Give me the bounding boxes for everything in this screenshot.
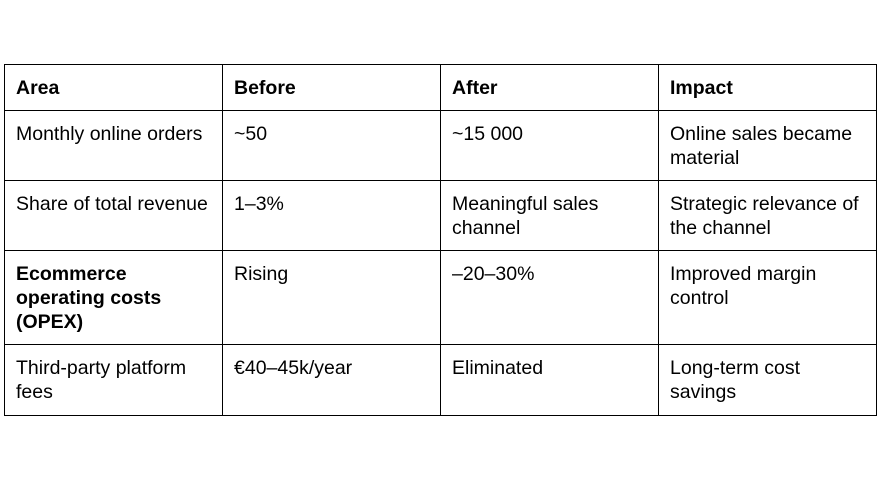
cell-before: ~50 — [223, 111, 441, 181]
header-impact: Impact — [659, 65, 877, 111]
cell-area: Monthly online orders — [5, 111, 223, 181]
table-row — [5, 251, 877, 345]
table-header-row — [5, 65, 877, 111]
header-before: Before — [223, 65, 441, 111]
header-area: Area — [5, 65, 223, 111]
cell-impact: Improved margin control — [659, 251, 877, 345]
header-after: After — [441, 65, 659, 111]
cell-after: Eliminated — [441, 345, 659, 416]
cell-after: Meaningful sales channel — [441, 181, 659, 251]
table-row — [5, 111, 877, 181]
cell-impact: Online sales became material — [659, 111, 877, 181]
cell-impact: Strategic relevance of the channel — [659, 181, 877, 251]
table-row — [5, 345, 877, 416]
cell-impact: Long-term cost savings — [659, 345, 877, 416]
cell-area: Ecommerce operating costs (OPEX) — [5, 251, 223, 345]
cell-area: Share of total revenue — [5, 181, 223, 251]
cell-before: €40–45k/year — [223, 345, 441, 416]
cell-area: Third-party platform fees — [5, 345, 223, 416]
cell-before: 1–3% — [223, 181, 441, 251]
cell-after: –20–30% — [441, 251, 659, 345]
cell-before: Rising — [223, 251, 441, 345]
before-after-impact-table — [4, 64, 877, 416]
cell-after: ~15 000 — [441, 111, 659, 181]
table-row — [5, 181, 877, 251]
comparison-table-container — [4, 64, 876, 416]
